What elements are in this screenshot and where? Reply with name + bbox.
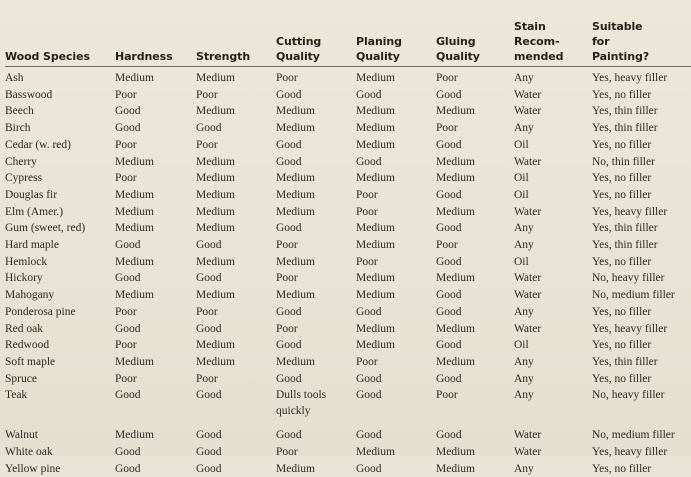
cell-suitable-for-painting: Yes, no filler <box>592 170 691 187</box>
cell-stain-recommended: Any <box>514 461 592 477</box>
table-row <box>5 237 691 254</box>
cell-hardness: Medium <box>115 204 196 221</box>
table-row <box>5 270 691 287</box>
cell-planing-quality: Medium <box>356 287 436 304</box>
cell-hardness: Good <box>115 321 196 338</box>
table-row <box>5 187 691 204</box>
cell-gluing-quality: Good <box>436 337 514 354</box>
cell-planing-quality: Medium <box>356 137 436 154</box>
cell-species: Hemlock <box>5 254 115 271</box>
cell-species: Elm (Amer.) <box>5 204 115 221</box>
cell-gluing-quality: Medium <box>436 321 514 338</box>
column-header-line: Cutting <box>276 35 321 48</box>
cell-planing-quality: Medium <box>356 170 436 187</box>
cell-gluing-quality: Medium <box>436 354 514 371</box>
cell-gluing-quality: Medium <box>436 103 514 120</box>
cell-hardness: Medium <box>115 67 196 87</box>
cell-hardness: Poor <box>115 87 196 104</box>
cell-planing-quality: Medium <box>356 220 436 237</box>
cell-gluing-quality: Poor <box>436 120 514 137</box>
column-header-line: Suitable <box>592 20 643 33</box>
cell-hardness: Medium <box>115 287 196 304</box>
column-header-line: for <box>592 35 609 48</box>
cell-stain-recommended: Water <box>514 427 592 444</box>
cell-species: Basswood <box>5 87 115 104</box>
cell-stain-recommended: Water <box>514 321 592 338</box>
cell-species: Hard maple <box>5 237 115 254</box>
cell-suitable-for-painting: Yes, no filler <box>592 304 691 321</box>
cell-strength: Good <box>196 387 276 427</box>
cell-cutting-quality: Poor <box>276 444 356 461</box>
column-header-planing-quality <box>356 12 436 67</box>
column-header-line: Wood Species <box>5 50 90 63</box>
cell-cutting-quality: Good <box>276 154 356 171</box>
cell-species: Birch <box>5 120 115 137</box>
cell-planing-quality: Medium <box>356 120 436 137</box>
cell-strength: Medium <box>196 337 276 354</box>
column-header-line: Painting? <box>592 50 649 63</box>
cell-planing-quality: Good <box>356 87 436 104</box>
cell-gluing-quality: Poor <box>436 67 514 87</box>
column-header-line: Quality <box>356 50 400 63</box>
cell-species: Spruce <box>5 371 115 388</box>
cell-cutting-quality: Dulls tools quickly <box>276 387 356 427</box>
cell-cutting-quality: Poor <box>276 67 356 87</box>
column-header-strength <box>196 12 276 67</box>
cell-stain-recommended: Oil <box>514 170 592 187</box>
cell-species: Ponderosa pine <box>5 304 115 321</box>
cell-cutting-quality: Medium <box>276 187 356 204</box>
table-row <box>5 154 691 171</box>
cell-species: Douglas fir <box>5 187 115 204</box>
cell-gluing-quality: Medium <box>436 461 514 477</box>
cell-planing-quality: Good <box>356 387 436 427</box>
cell-planing-quality: Medium <box>356 237 436 254</box>
cell-suitable-for-painting: Yes, no filler <box>592 137 691 154</box>
cell-cutting-quality: Good <box>276 137 356 154</box>
table-row <box>5 304 691 321</box>
cell-stain-recommended: Water <box>514 103 592 120</box>
column-header-line: Hardness <box>115 50 173 63</box>
column-header-gluing-quality <box>436 12 514 67</box>
cell-suitable-for-painting: Yes, heavy filler <box>592 204 691 221</box>
cell-strength: Medium <box>196 254 276 271</box>
table-row <box>5 427 691 444</box>
cell-suitable-for-painting: Yes, thin filler <box>592 120 691 137</box>
cell-planing-quality: Poor <box>356 354 436 371</box>
cell-gluing-quality: Good <box>436 87 514 104</box>
table-row <box>5 170 691 187</box>
cell-hardness: Good <box>115 120 196 137</box>
cell-hardness: Poor <box>115 371 196 388</box>
cell-gluing-quality: Medium <box>436 154 514 171</box>
cell-gluing-quality: Good <box>436 287 514 304</box>
cell-suitable-for-painting: Yes, heavy filler <box>592 444 691 461</box>
cell-suitable-for-painting: No, medium filler <box>592 427 691 444</box>
table-header-row <box>5 12 691 67</box>
cell-suitable-for-painting: Yes, thin filler <box>592 354 691 371</box>
table-row <box>5 87 691 104</box>
table-row <box>5 354 691 371</box>
table-row <box>5 444 691 461</box>
cell-planing-quality: Good <box>356 427 436 444</box>
cell-gluing-quality: Good <box>436 187 514 204</box>
cell-stain-recommended: Water <box>514 154 592 171</box>
cell-stain-recommended: Any <box>514 354 592 371</box>
cell-stain-recommended: Water <box>514 87 592 104</box>
cell-planing-quality: Good <box>356 371 436 388</box>
column-header-hardness <box>115 12 196 67</box>
cell-hardness: Good <box>115 444 196 461</box>
cell-hardness: Medium <box>115 187 196 204</box>
cell-planing-quality: Good <box>356 304 436 321</box>
wood-properties-table <box>5 12 691 477</box>
cell-cutting-quality: Good <box>276 427 356 444</box>
cell-planing-quality: Poor <box>356 204 436 221</box>
cell-cutting-quality: Good <box>276 371 356 388</box>
cell-species: White oak <box>5 444 115 461</box>
cell-cutting-quality: Poor <box>276 321 356 338</box>
cell-suitable-for-painting: Yes, no filler <box>592 254 691 271</box>
cell-strength: Good <box>196 321 276 338</box>
cell-stain-recommended: Any <box>514 387 592 427</box>
cell-hardness: Medium <box>115 154 196 171</box>
cell-species: Yellow pine <box>5 461 115 477</box>
table-row <box>5 387 691 427</box>
column-header-cutting-quality <box>276 12 356 67</box>
cell-species: Hickory <box>5 270 115 287</box>
cell-hardness: Good <box>115 387 196 427</box>
cell-hardness: Good <box>115 103 196 120</box>
cell-suitable-for-painting: No, medium filler <box>592 287 691 304</box>
table-row <box>5 120 691 137</box>
table-row <box>5 321 691 338</box>
cell-species: Beech <box>5 103 115 120</box>
cell-suitable-for-painting: Yes, thin filler <box>592 220 691 237</box>
cell-strength: Good <box>196 270 276 287</box>
cell-cutting-quality: Medium <box>276 287 356 304</box>
cell-hardness: Medium <box>115 354 196 371</box>
cell-suitable-for-painting: No, thin filler <box>592 154 691 171</box>
cell-species: Cypress <box>5 170 115 187</box>
cell-suitable-for-painting: Yes, no filler <box>592 87 691 104</box>
cell-species: Cedar (w. red) <box>5 137 115 154</box>
cell-suitable-for-painting: Yes, heavy filler <box>592 67 691 87</box>
cell-gluing-quality: Good <box>436 254 514 271</box>
cell-cutting-quality: Good <box>276 337 356 354</box>
cell-cutting-quality: Medium <box>276 461 356 477</box>
cell-strength: Good <box>196 120 276 137</box>
cell-species: Cherry <box>5 154 115 171</box>
cell-gluing-quality: Poor <box>436 237 514 254</box>
cell-species: Redwood <box>5 337 115 354</box>
cell-hardness: Medium <box>115 220 196 237</box>
cell-hardness: Medium <box>115 427 196 444</box>
cell-strength: Medium <box>196 204 276 221</box>
cell-strength: Good <box>196 461 276 477</box>
cell-cutting-quality: Medium <box>276 204 356 221</box>
table-row <box>5 287 691 304</box>
cell-suitable-for-painting: Yes, no filler <box>592 337 691 354</box>
table-header <box>5 12 691 67</box>
column-header-line: Gluing <box>436 35 476 48</box>
cell-stain-recommended: Any <box>514 371 592 388</box>
cell-cutting-quality: Poor <box>276 270 356 287</box>
cell-planing-quality: Medium <box>356 270 436 287</box>
cell-gluing-quality: Medium <box>436 444 514 461</box>
cell-gluing-quality: Good <box>436 304 514 321</box>
cell-strength: Medium <box>196 103 276 120</box>
column-header-line: Strength <box>196 50 250 63</box>
cell-gluing-quality: Medium <box>436 270 514 287</box>
cell-hardness: Poor <box>115 304 196 321</box>
cell-hardness: Good <box>115 237 196 254</box>
cell-planing-quality: Poor <box>356 254 436 271</box>
column-header-line: Quality <box>436 50 480 63</box>
cell-gluing-quality: Medium <box>436 204 514 221</box>
table-row <box>5 461 691 477</box>
cell-strength: Poor <box>196 87 276 104</box>
cell-strength: Good <box>196 237 276 254</box>
cell-species: Teak <box>5 387 115 427</box>
cell-cutting-quality: Medium <box>276 103 356 120</box>
cell-gluing-quality: Good <box>436 220 514 237</box>
column-header-stain-recommended <box>514 12 592 67</box>
cell-stain-recommended: Water <box>514 287 592 304</box>
cell-hardness: Medium <box>115 254 196 271</box>
cell-cutting-quality: Good <box>276 87 356 104</box>
cell-planing-quality: Good <box>356 154 436 171</box>
cell-planing-quality: Medium <box>356 67 436 87</box>
cell-hardness: Good <box>115 270 196 287</box>
cropped-title-decoration <box>40 0 170 4</box>
cell-species: Mahogany <box>5 287 115 304</box>
cell-strength: Poor <box>196 137 276 154</box>
cell-suitable-for-painting: Yes, no filler <box>592 461 691 477</box>
column-header-line: Stain <box>514 20 546 33</box>
cell-strength: Medium <box>196 170 276 187</box>
cell-suitable-for-painting: Yes, no filler <box>592 187 691 204</box>
cell-strength: Medium <box>196 287 276 304</box>
cell-cutting-quality: Good <box>276 220 356 237</box>
cell-cutting-quality: Medium <box>276 120 356 137</box>
cell-stain-recommended: Any <box>514 67 592 87</box>
cell-cutting-quality: Medium <box>276 254 356 271</box>
cell-species: Soft maple <box>5 354 115 371</box>
cell-strength: Medium <box>196 354 276 371</box>
cell-strength: Medium <box>196 154 276 171</box>
cell-planing-quality: Good <box>356 461 436 477</box>
cell-suitable-for-painting: No, heavy filler <box>592 387 691 427</box>
cell-strength: Medium <box>196 187 276 204</box>
cell-species: Ash <box>5 67 115 87</box>
column-header-line: mended <box>514 50 563 63</box>
cell-hardness: Poor <box>115 170 196 187</box>
cell-gluing-quality: Good <box>436 371 514 388</box>
cell-hardness: Poor <box>115 337 196 354</box>
column-header-line: Quality <box>276 50 320 63</box>
cell-cutting-quality: Medium <box>276 354 356 371</box>
cell-suitable-for-painting: Yes, no filler <box>592 371 691 388</box>
cell-species: Red oak <box>5 321 115 338</box>
cell-strength: Medium <box>196 220 276 237</box>
column-header-suitable-for-painting <box>592 12 691 67</box>
table-body <box>5 67 691 477</box>
table-row <box>5 103 691 120</box>
cell-stain-recommended: Oil <box>514 254 592 271</box>
cell-strength: Good <box>196 444 276 461</box>
cell-gluing-quality: Good <box>436 137 514 154</box>
cell-stain-recommended: Any <box>514 220 592 237</box>
table-row <box>5 67 691 87</box>
cell-hardness: Poor <box>115 137 196 154</box>
cell-suitable-for-painting: Yes, heavy filler <box>592 321 691 338</box>
cell-suitable-for-painting: No, heavy filler <box>592 270 691 287</box>
table-row <box>5 220 691 237</box>
cell-gluing-quality: Poor <box>436 387 514 427</box>
cell-stain-recommended: Water <box>514 444 592 461</box>
cell-gluing-quality: Good <box>436 427 514 444</box>
cell-strength: Poor <box>196 304 276 321</box>
table-row <box>5 371 691 388</box>
cell-suitable-for-painting: Yes, thin filler <box>592 103 691 120</box>
cell-species: Walnut <box>5 427 115 444</box>
cell-cutting-quality: Poor <box>276 237 356 254</box>
table-row <box>5 337 691 354</box>
cell-stain-recommended: Oil <box>514 187 592 204</box>
cell-gluing-quality: Medium <box>436 170 514 187</box>
cell-planing-quality: Medium <box>356 444 436 461</box>
cell-hardness: Good <box>115 461 196 477</box>
cell-cutting-quality: Good <box>276 304 356 321</box>
column-header-line: Planing <box>356 35 402 48</box>
cell-stain-recommended: Any <box>514 237 592 254</box>
cell-stain-recommended: Oil <box>514 137 592 154</box>
table-row <box>5 204 691 221</box>
cell-strength: Poor <box>196 371 276 388</box>
cell-suitable-for-painting: Yes, thin filler <box>592 237 691 254</box>
cell-planing-quality: Medium <box>356 337 436 354</box>
cell-strength: Medium <box>196 67 276 87</box>
cell-stain-recommended: Oil <box>514 337 592 354</box>
table-row <box>5 254 691 271</box>
cell-strength: Good <box>196 427 276 444</box>
column-header-species <box>5 12 115 67</box>
cell-stain-recommended: Any <box>514 120 592 137</box>
cell-stain-recommended: Water <box>514 204 592 221</box>
cell-planing-quality: Medium <box>356 321 436 338</box>
column-header-line: Recom- <box>514 35 559 48</box>
cell-stain-recommended: Any <box>514 304 592 321</box>
cell-stain-recommended: Water <box>514 270 592 287</box>
cell-cutting-quality: Medium <box>276 170 356 187</box>
cell-planing-quality: Medium <box>356 103 436 120</box>
cell-planing-quality: Poor <box>356 187 436 204</box>
cell-species: Gum (sweet, red) <box>5 220 115 237</box>
table-row <box>5 137 691 154</box>
